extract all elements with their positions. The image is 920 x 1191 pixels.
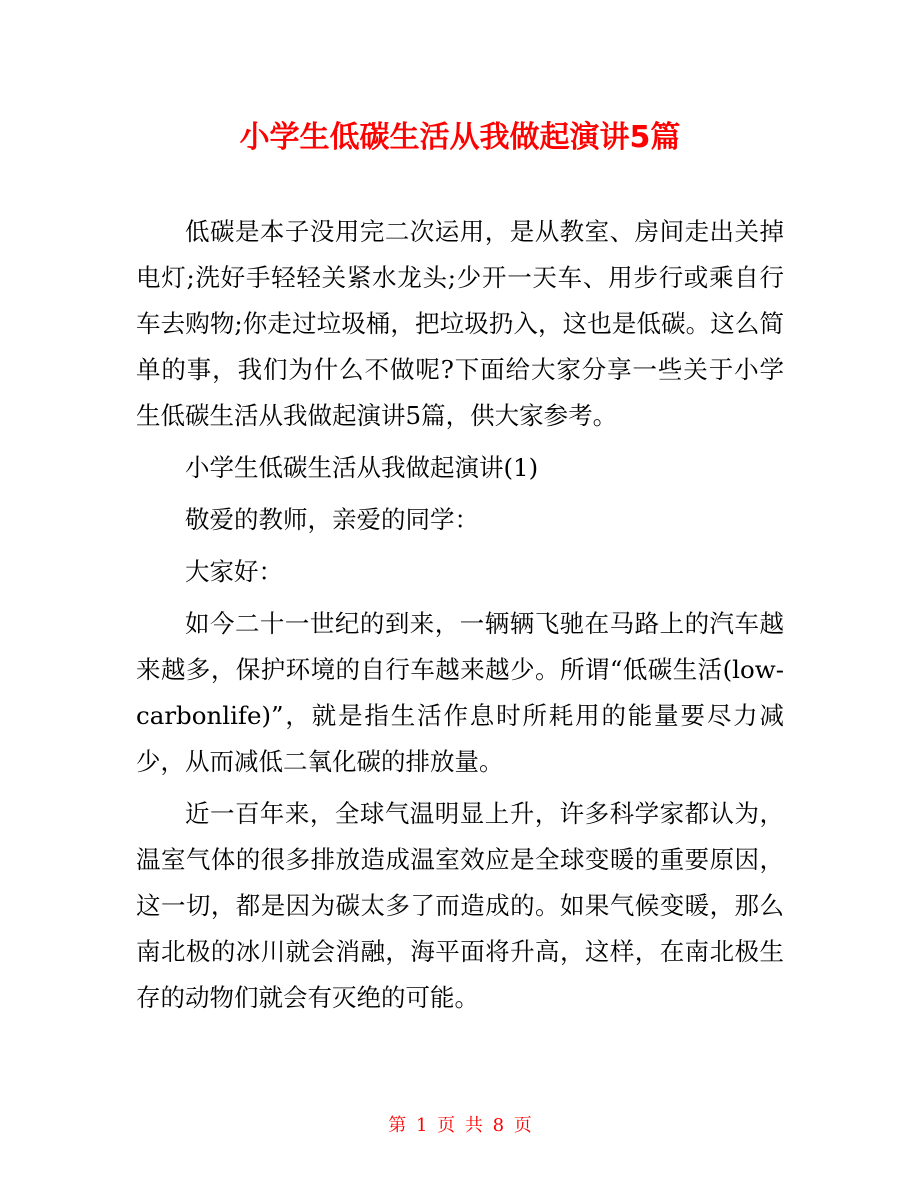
speech-heading: 小学生低碳生活从我做起演讲(1) [185,453,539,482]
footer-page-unit: 页 [437,1115,456,1136]
body-paragraph: 如今二十一世纪的到来，一辆辆飞驰在马路上的汽车越来越多，保护环境的自行车越来越少。所谓“低碳生活(low-carbonlife)”，就是指生活作息时所耗用的能量要尽力减少，从而减低二氧化碳的排放量。 [136,609,784,776]
footer-current-page: 1 [415,1115,428,1136]
document-title: 小学生低碳生活从我做起演讲5篇 [239,120,681,155]
footer-total-pages: 8 [492,1115,505,1136]
intro-paragraph: 低碳是本子没用完二次运用，是从教室、房间走出关掉电灯;洗好手轻轻关紧水龙头;少开一天车、用步行或乘自行车去购物;你走过垃圾桶，把垃圾扔入，这也是低碳。这么简单的事，我们为什么不做呢?下面给大家分享一些关于小学生低碳生活从我做起演讲5篇，供大家参考。 [136,217,784,430]
footer-total-prefix: 共 [464,1115,483,1136]
footer-prefix: 第 [388,1115,407,1136]
document-body [136,209,784,1021]
footer-total-unit: 页 [513,1115,532,1136]
body-paragraph: 近一百年来，全球气温明显上升，许多科学家都认为，温室气体的很多排放造成温室效应是全球变暖的重要原因，这一切，都是因为碳太多了而造成的。如果气候变暖，那么南北极的冰川就会消融，海平面将升高，这样，在南北极生存的动物们就会有灭绝的可能。 [136,799,784,1012]
salutation: 敬爱的教师，亲爱的同学： [185,505,479,534]
greeting: 大家好： [185,557,283,586]
page-number-footer [0,1114,920,1138]
